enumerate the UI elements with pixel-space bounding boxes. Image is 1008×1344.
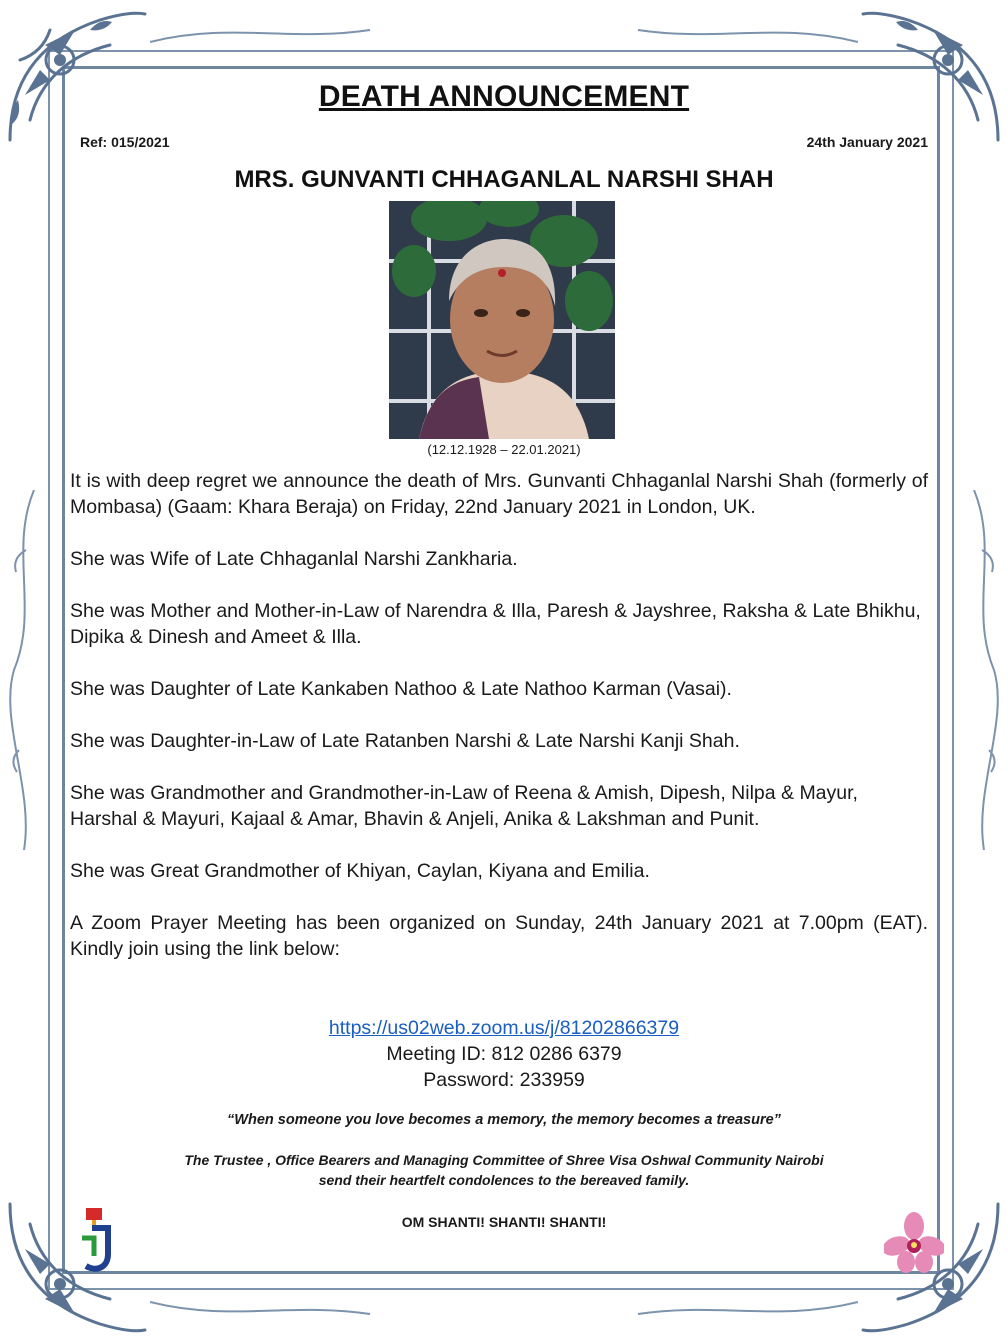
page-title: DEATH ANNOUNCEMENT (318, 80, 690, 113)
body-paragraph: She was Daughter of Late Kankaben Nathoo & Late Nathoo Karman (Vasai). (70, 678, 732, 700)
corner-ornament-icon (858, 0, 1008, 150)
deceased-name: MRS. GUNVANTI CHHAGANLAL NARSHI SHAH (234, 166, 774, 193)
condolence-line: send their heartfelt condolences to the bereaved family. (318, 1172, 690, 1188)
body-paragraph: A Zoom Prayer Meeting has been organized on Sunday, 24th January 2021 at 7.00pm (EAT). Kindly join using the link below: (70, 912, 928, 960)
announcement-body (70, 468, 928, 988)
memorial-quote: “When someone you love becomes a memory, the memory becomes a treasure” (227, 1112, 781, 1128)
om-shanti: OM SHANTI! SHANTI! SHANTI! (401, 1214, 607, 1230)
orchid-flower-icon (884, 1212, 944, 1274)
body-paragraph: She was Mother and Mother-in-Law of Narendra & Illa, Paresh & Jayshree, Raksha & Late Bhikhu, Dipika & Dinesh and Ameet & Illa. (70, 600, 921, 648)
life-dates: (12.12.1928 – 22.01.2021) (427, 442, 581, 457)
body-paragraph: She was Wife of Late Chhaganlal Narshi Zankharia. (70, 548, 518, 570)
bottom-swirl-icon (150, 1296, 858, 1332)
portrait-photo (389, 201, 615, 439)
body-paragraph: She was Great Grandmother of Khiyan, Caylan, Kiyana and Emilia. (70, 860, 650, 882)
condolence-line: The Trustee , Office Bearers and Managing Committee of Shree Visa Oshwal Community Nairobi (184, 1152, 824, 1168)
announcement-date: 24th January 2021 (806, 134, 928, 150)
corner-ornament-icon (0, 0, 150, 150)
body-paragraph: She was Daughter-in-Law of Late Ratanben Narshi & Late Narshi Kanji Shah. (70, 730, 740, 752)
reference-number: Ref: 015/2021 (80, 134, 170, 150)
condolence-message (0, 1150, 1008, 1190)
body-paragraph: She was Grandmother and Grandmother-in-Law of Reena & Amish, Dipesh, Nilpa & Mayur, Harshal & Mayuri, Kajaal & Amar, Bhavin & Anjeli, Anika & Lakshman and Punit. (70, 782, 858, 830)
meeting-id: Meeting ID: 812 0286 6379 (386, 1043, 622, 1065)
zoom-link[interactable]: https://us02web.zoom.us/j/81202866379 (328, 1017, 680, 1039)
top-swirl-icon (150, 12, 858, 48)
side-swirl-icon (964, 490, 1004, 850)
community-logo-icon (78, 1208, 118, 1274)
side-swirl-icon (4, 490, 44, 850)
meeting-password: Password: 233959 (423, 1069, 585, 1091)
zoom-details (0, 1015, 1008, 1093)
body-paragraph: It is with deep regret we announce the death of Mrs. Gunvanti Chhaganlal Narshi Shah (formerly of Mombasa) (Gaam: Khara Beraja) on Friday, 22nd January 2021 in London, UK. (70, 470, 928, 518)
